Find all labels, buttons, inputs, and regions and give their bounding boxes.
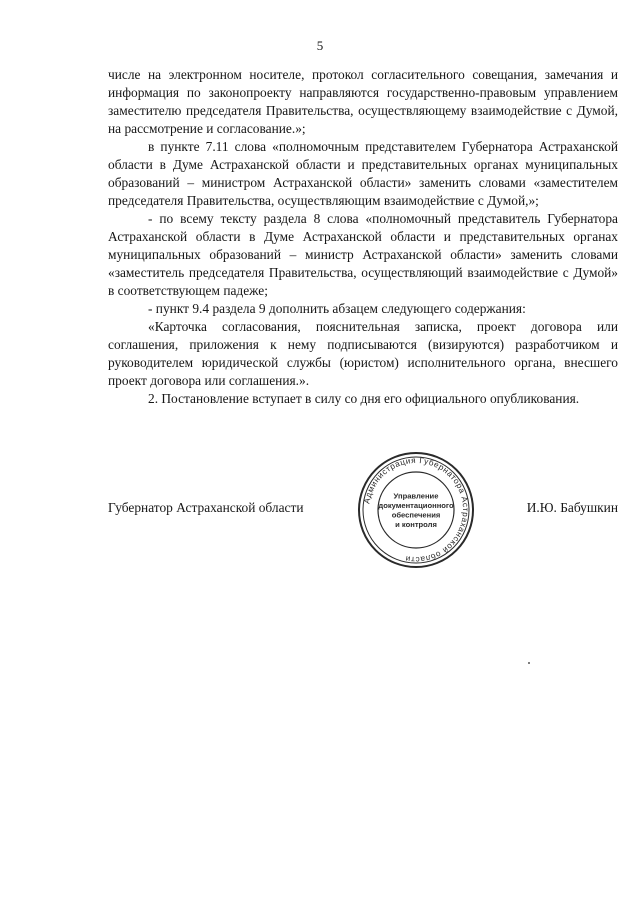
official-seal-icon [356,450,476,570]
svg-text:Администрация Губернатора Астр: Администрация Губернатора Астраханской области [362,455,471,565]
paragraph-section-8: - по всему тексту раздела 8 слова «полномочный представитель Губернатора Астраханской области в Думе Астраханской области и представительных органах муниципальных образований – министр Астраханской области» заменить словами «заместитель председателя Правительства, осуществляющий взаимодействие с Думой» в соответствующем падеже; [108,211,618,298]
svg-text:и контроля: и контроля [395,519,437,529]
signer-position: Губернатор Астраханской области [108,500,304,515]
paragraph-item-9-4: - пункт 9.4 раздела 9 дополнить абзацем следующего содержания: [148,301,526,316]
paragraph-effective-date: 2. Постановление вступает в силу со дня его официального опубликования. [148,391,580,406]
signature-block [108,450,618,570]
document-body [108,66,618,408]
scan-speck [528,662,530,664]
page-number: 5 [316,38,324,53]
paragraph-quoted-addition: «Карточка согласования, пояснительная записка, проект договора или соглашения, приложения к нему подписываются (визируются) разработчиком и руководителем юридической службы (юристом) исполнительного органа, внесшего проект договора или соглашения.». [108,319,618,388]
signer-name: И.Ю. Бабушкин [526,500,618,515]
svg-text:Управление: Управление [393,491,439,501]
paragraph-item-7-11: в пункте 7.11 слова «полномочным представителем Губернатора Астраханской области в Думе Астраханской области и представительных органах муниципальных образований – министром Астраханской области» заменить словами «заместителем председателя Правительства, осуществляющим взаимодействие с Думой,»; [108,139,618,208]
paragraph-continuation: числе на электронном носителе, протокол согласительного совещания, замечания и информация по законопроекту направляются государственно-правовым управлением заместителю председателя Правительства, осуществляющему взаимодействие с Думой, на рассмотрение и согласование.»; [108,67,618,136]
svg-text:обеспечения: обеспечения [391,510,441,520]
svg-text:документационного: документационного [378,500,454,510]
